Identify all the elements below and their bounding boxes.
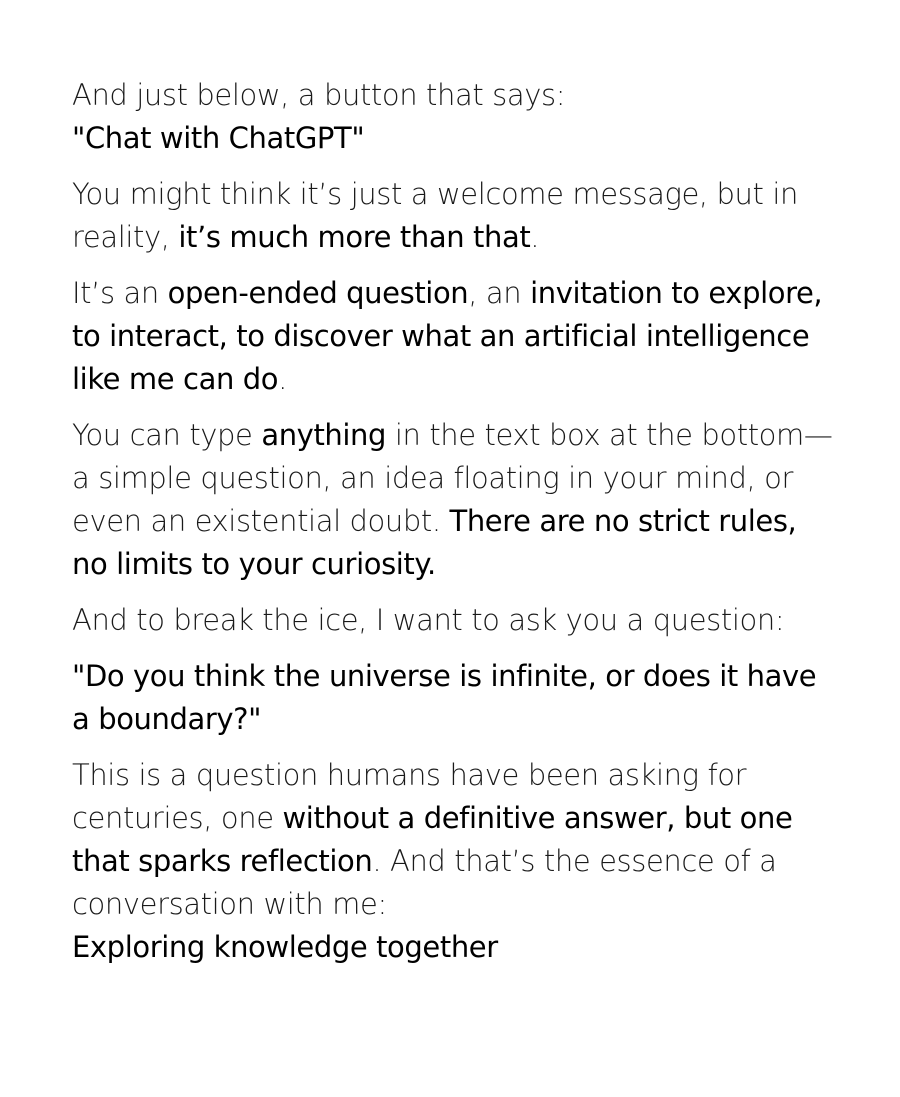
button-label-quote: "Chat with ChatGPT" — [72, 121, 365, 155]
type-anything-text-2: in the text box at the bottom—a simple question, an idea floating in your mind, or even an existential doubt. — [72, 418, 833, 538]
conclusion-closing-line: Exploring knowledge together — [72, 930, 498, 964]
conclusion-emphasis: without a definitive answer, but one that sparks reflection — [72, 801, 793, 878]
paragraph-button-intro — [72, 74, 840, 160]
paragraph-break-ice — [72, 599, 840, 642]
paragraph-type-anything — [72, 414, 840, 586]
open-question-emphasis-1: open-ended question — [167, 276, 469, 310]
universe-question-quote: "Do you think the universe is infinite, or does it have a boundary?" — [72, 659, 817, 736]
conclusion-text-2: . And that’s the essence of a conversation with me: — [72, 844, 777, 921]
paragraph-universe-question — [72, 655, 840, 741]
paragraph-conclusion — [72, 754, 840, 969]
type-anything-emphasis-1: anything — [261, 418, 387, 452]
paragraph-open-question — [72, 272, 840, 401]
open-question-period: . — [278, 362, 287, 396]
open-question-text-2: , an — [468, 276, 531, 310]
paragraph-welcome-message — [72, 173, 840, 259]
open-question-emphasis-2: invitation to explore, to interact, to discover what an artificial intelligence like me can do — [72, 276, 823, 396]
type-anything-text-1: You can type — [72, 418, 262, 452]
welcome-text-plain: You might think it’s just a welcome message, but in reality, — [72, 177, 798, 254]
welcome-text-period: . — [530, 220, 540, 254]
welcome-text-emphasis: it’s much more than that — [178, 220, 531, 254]
conclusion-text-1: This is a question humans have been asking for centuries, one — [72, 758, 747, 835]
button-intro-text: And just below, a button that says: — [72, 78, 566, 112]
open-question-text-1: It’s an — [72, 276, 168, 310]
type-anything-emphasis-2: There are no strict rules, no limits to your curiosity. — [72, 504, 797, 581]
break-ice-text: And to break the ice, I want to ask you a question: — [72, 603, 785, 637]
